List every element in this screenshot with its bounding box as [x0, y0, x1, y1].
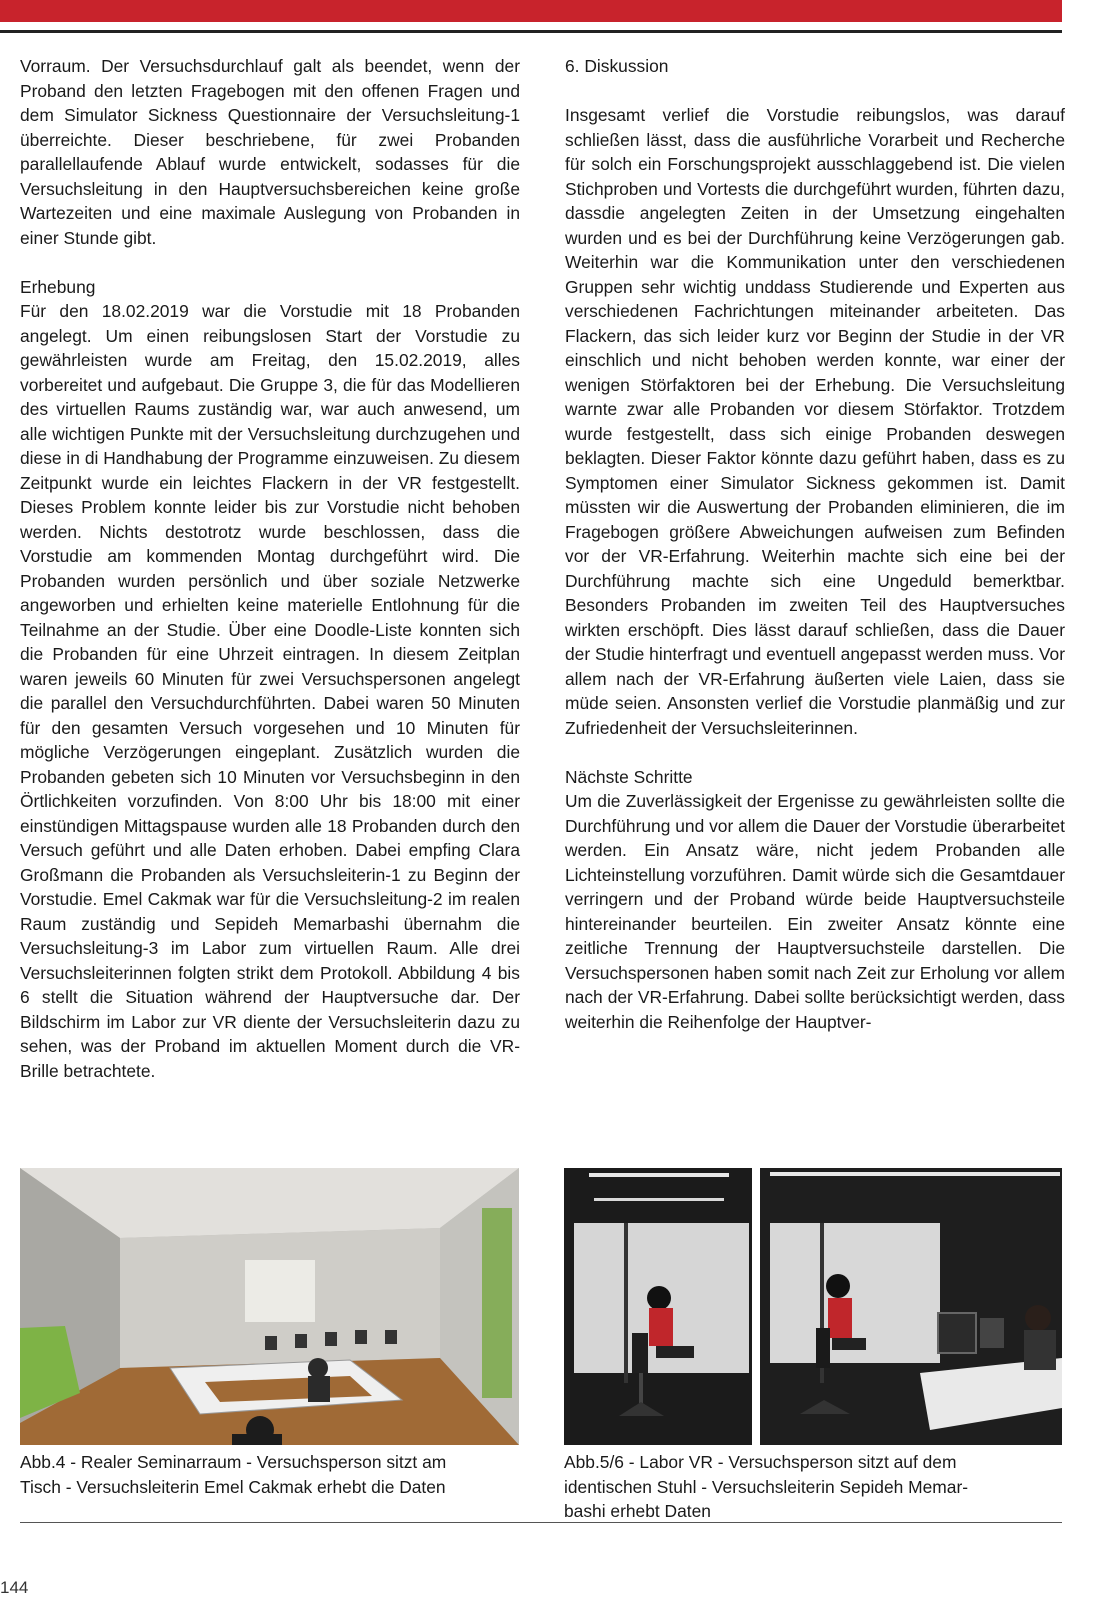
figure-4-caption — [20, 1450, 540, 1499]
section-heading-erhebung: Erhebung — [20, 276, 96, 297]
erhebung-paragraph: Für den 18.02.2019 war die Vorstudie mit 18 Probanden angelegt. Um einen reibungslosen Start der Vorstudie zu gewährleisten wurde am Freitag, den 15.02.2019, alles vorbereitet und aufgebaut. Die Gruppe 3, die für das Modellieren des virtuellen Raums zuständig war, war auch anwesend, um alle wichtigen Punkte mit der Versuchsleitung durchzugehen und diese in di Handhabung der Programme einzuweisen. Zu diesem Zeitpunkt wurde ein leichtes Flackern in der VR festgestellt. Dieses Problem konnte leider bis zur Vorstudie nicht behoben werden. Nichts destotrotz wurde beschlossen, dass die Vorstudie am kommenden Montag durchgeführt wird. Die Probanden wurden persönlich und über soziale Netzwerke angeworben und erhielten keine materielle Entlohnung für die Teilnahme an der Studie. Über eine Doodle-Liste konnten sich die Probanden für eine Uhrzeit eintragen. In diesem Zeitplan waren jeweils 60 Minuten für zwei Versuchspersonen angelegt die parallel den Versuchdurchführten. Dabei waren 50 Minuten für den gesamten Versuch vorgesehen und 10 Minuten für mögliche Verzögerungen eingeplant. Zusätzlich wurden die Probanden gebeten sich 10 Minuten vor Versuchsbeginn in den Örtlichkeiten vorzufinden. Von 8:00 Uhr bis 18:00 mit einer einstündigen Mittagspause wurden alle 18 Probanden durch den Versuch geführt und alle Daten erhoben. Dabei empfing Clara Großmann die Probanden als Versuchsleiterin-1 zu Beginn der Vorstudie. Emel Cakmak war für die Versuchsleitung-2 im realen Raum zuständig und Sepideh Memarbashi übernahm die Versuchsleitung-3 im Labor zum virtuellen Raum. Alle drei Versuchsleiterinnen folgten strikt dem Protokoll. Abbildung 4 bis 6 stellt die Situation während der Hauptversuche dar. Der Bildschirm im Labor zur VR diente der Versuchsleiterin dazu zu sehen, was der Proband im aktuellen Moment durch die VR-Brille betrachtete. — [20, 301, 520, 1081]
figure-4-seminar-room-photo — [20, 1168, 519, 1445]
naechste-schritte-paragraph: Um die Zuverlässigkeit der Ergenisse zu gewährleisten sollte die Durchführung und vor allem die Dauer der Vorstudie überarbeitet werden. Ein Ansatz wäre, nicht jedem Probanden alle Lichteinstellung vorzuführen. Damit würde sich die Gesamtdauer verringern und der Proband würde beide Hauptversuchsteile hintereinander beurteilen. Ein zweiter Ansatz könnte eine zeitliche Trennung der Hauptversuchsteile darstellen. Die Versuchspersonen haben somit nach Zeit zur Erholung vor allem nach der VR-Erfahrung. Dabei sollte berücksichtigt werden, dass weiterhin die Reihenfolge der Hauptver- — [565, 791, 1065, 1032]
subsection-heading-naechste-schritte: Nächste Schritte — [565, 766, 693, 787]
intro-paragraph: Vorraum. Der Versuchsdurchlauf galt als beendet, wenn der Proband den letzten Fragebogen mit den offenen Fragen und dem Simulator Sickness Questionnaire der Versuchsleitung-1 überreichte. Dieser beschriebene, für zwei Probanden parallellaufende Ablauf wurde entwickelt, sodasses für die Versuchsleitung in den Hauptversuchsbereichen keine große Wartezeiten und eine maximale Auslegung von Probanden in einer Stunde gibt. — [20, 56, 520, 248]
figure-5-6-caption-line-2: identischen Stuhl - Versuchsleiterin Sepideh Memar- — [564, 1476, 969, 1497]
figure-4-caption-line-1: Abb.4 - Realer Seminarraum - Versuchsperson sitzt am — [20, 1452, 447, 1472]
header-rule — [0, 30, 1062, 33]
page-number: 144 — [0, 1578, 29, 1597]
footer-rule — [20, 1522, 1062, 1523]
figure-6-vr-lab-photo — [760, 1168, 1062, 1445]
section-heading-diskussion: 6. Diskussion — [565, 56, 669, 76]
figure-4-caption-line-2: Tisch - Versuchsleiterin Emel Cakmak erhebt die Daten — [20, 1476, 446, 1497]
figure-5-6-caption-line-1: Abb.5/6 - Labor VR - Versuchsperson sitzt auf dem — [564, 1452, 957, 1472]
right-column — [565, 54, 1065, 1034]
figure-5-6-caption — [564, 1450, 1064, 1524]
header-accent-bar — [0, 0, 1062, 22]
figure-5-6-caption-line-3: bashi erhebt Daten — [564, 1501, 711, 1521]
figure-5-vr-lab-photo — [564, 1168, 752, 1445]
left-column — [20, 54, 520, 1083]
diskussion-paragraph: Insgesamt verlief die Vorstudie reibungslos, was darauf schließen lässt, dass die ausführliche Vorarbeit und Recherche für solch ein Forschungsprojekt ausschlaggebend ist. Die vielen Stichproben und Vortests die durchgeführt wurden, führten dazu, dassdie angelegten Zeiten in der Umsetzung eingehalten wurden und es bei der Durchführung keine Verzögerungen gab. Weiterhin war die Kommunikation unter den verschiedenen Gruppen sehr wichtig unddass Studierende und Experten aus verschiedenen Fachrichtungen miteinander arbeiteten. Das Flackern, das sich leider kurz vor Beginn der Studie in der VR einschlich und nicht behoben werden konnte, war einer der wenigen Störfaktoren bei der Erhebung. Die Versuchsleitung warnte zwar alle Probanden vor diesem Störfaktor. Trotzdem wurde festgestellt, dass sich einige Probanden deswegen beklagten. Dieser Faktor könnte dazu geführt haben, dass es zu Symptomen einer Simulator Sickness gekommen ist. Damit müssten wir die Auswertung der Probanden eliminieren, die im Fragebogen größere Abweichungen aufweisen zum Befinden vor der VR-Erfahrung. Weiterhin machte sich eine bei der Durchführung machte sich eine Ungeduld bemerktbar. Besonders Probanden im zweiten Teil des Hauptversuches wirkten erschöpft. Dies lässt darauf schließen, dass die Dauer der Studie hinterfragt und eventuell angepasst werden muss. Vor allem nach der VR-Erfahrung äußerten viele Laien, dass sie müde seien. Ansonsten verlief die Vorstudie planmäßig und zur Zufriedenheit der Versuchsleiterinnen. — [565, 105, 1065, 738]
